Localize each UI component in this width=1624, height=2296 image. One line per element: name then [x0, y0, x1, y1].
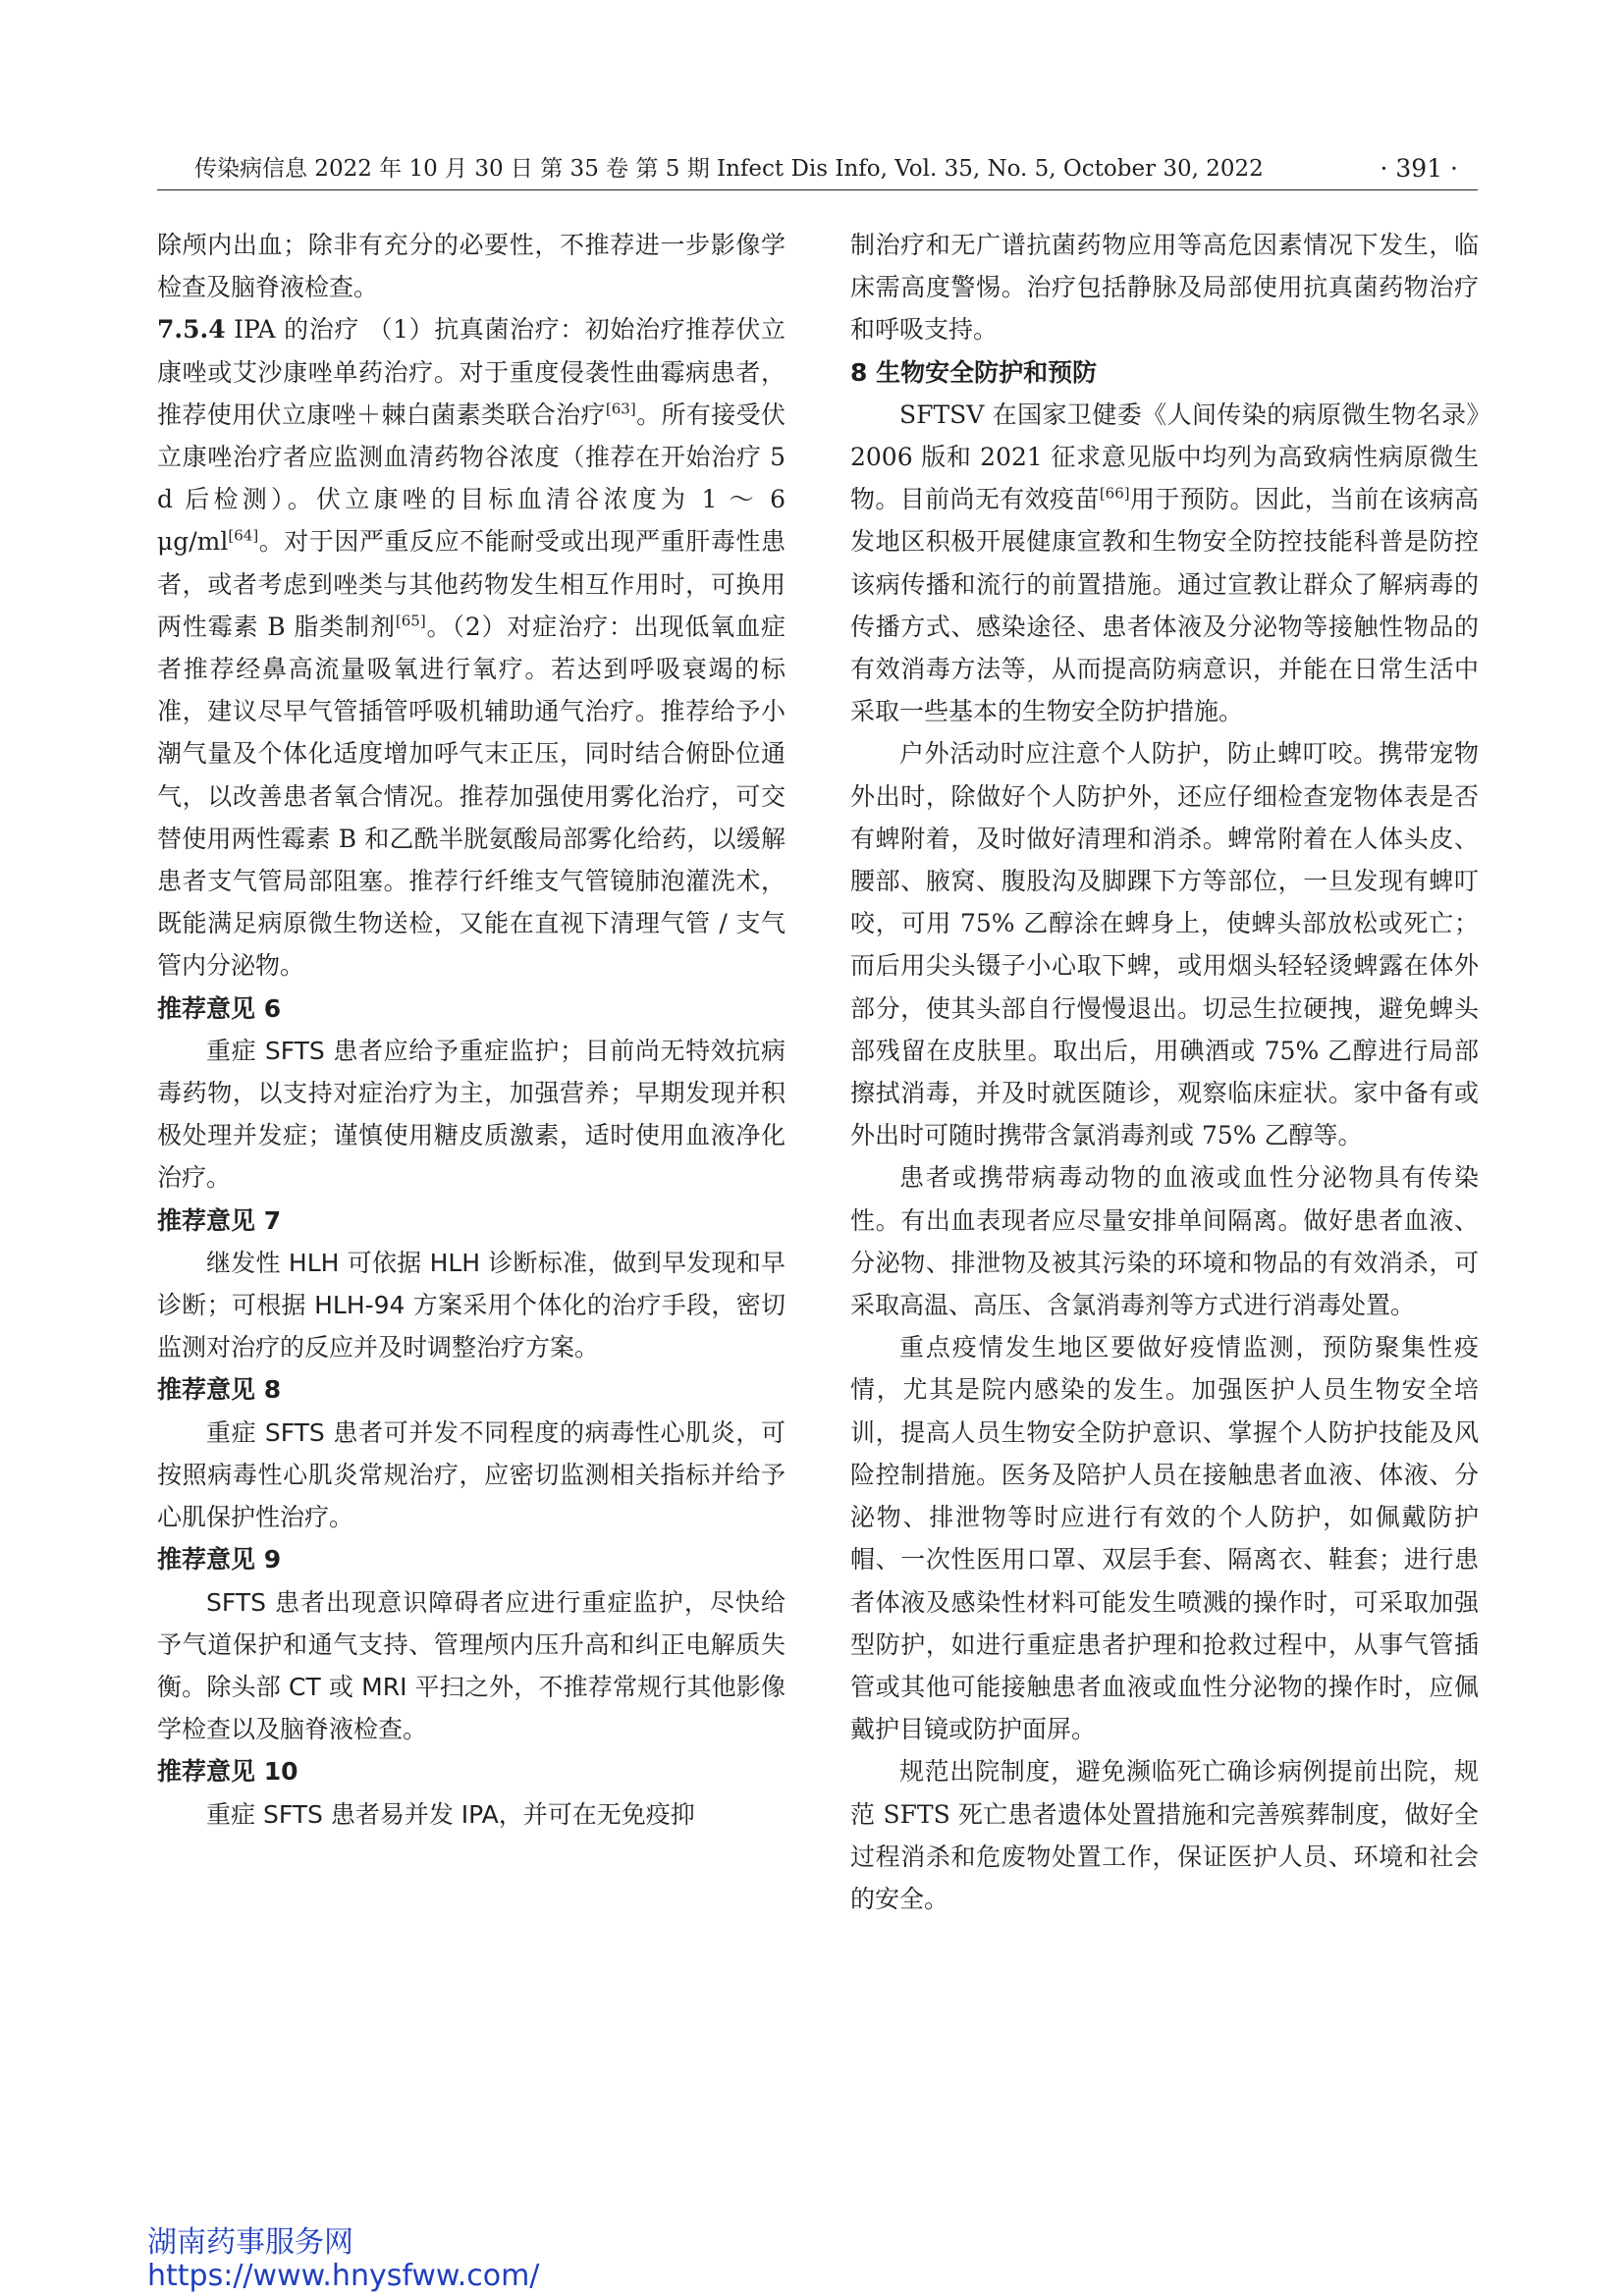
paragraph: 重点疫情发生地区要做好疫情监测，预防聚集性疫情，尤其是院内感染的发生。加强医护人员生物安全培训，提高人员生物安全防护意识、掌握个人防护技能及风险控制措施。医务及陪护人员在接触患者血液、体液、分泌物、排泄物等时应进行有效的个人防护，如佩戴防护帽、一次性医用口罩、双层手套、隔离衣、鞋套；进行患者体液及感染性材料可能发生喷溅的操作时，可采取加强型防护，如进行重症患者护理和抢救过程中，从事气管插管或其他可能接触患者血液或血性分泌物的操作时，应佩戴护目镜或防护面屏。	[850, 1333, 1479, 1744]
citation-66[interactable]: [66]	[1099, 484, 1130, 503]
paragraph: SFTSV 在国家卫健委《人间传染的病原微生物名录》2006 版和 2021 征求意见版中均列为高致病性病原微生物。目前尚无有效疫苗[66]用于预防。因此，当前在该病高发地区积极开展健康宣教和生物安全防控技能科普是防控该病传播和流行的前置措施。通过宣教让群众了解病毒的传播方式、感染途径、患者体液及分泌物等接触性物品的有效消毒方法等，从而提高防病意识，并能在日常生活中采取一些基本的生物安全防护措施。	[850, 400, 1479, 726]
recommendation-10-body: 重症 SFTS 患者易并发 IPA，并可在无免疫抑	[206, 1799, 695, 1829]
recommendation-9-title: 推荐意见 9	[157, 1545, 282, 1575]
running-header	[157, 147, 1478, 190]
citation-65[interactable]: [65]	[395, 612, 426, 630]
journal-line: 传染病信息 2022 年 10 月 30 日 第 35 卷 第 5 期 Infect Dis Info, Vol. 35, No. 5, October 30, 2022	[194, 156, 1264, 182]
recommendation-10-title: 推荐意见 10	[157, 1757, 298, 1787]
section-number: 7.5.4	[157, 315, 226, 345]
watermark	[147, 2226, 539, 2293]
recommendation-7-body: 继发性 HLH 可依据 HLH 诊断标准，做到早发现和早诊断；可根据 HLH-94 方案采用个体化的治疗手段，密切监测对治疗的反应并及时调整治疗方案。	[157, 1248, 785, 1362]
watermark-name: 湖南药事服务网	[147, 2225, 353, 2260]
recommendation-7-title: 推荐意见 7	[157, 1205, 282, 1235]
recommendation-8-body: 重症 SFTS 患者可并发不同程度的病毒性心肌炎，可按照病毒性心肌炎常规治疗，应密切监测相关指标并给予心肌保护性治疗。	[157, 1417, 785, 1532]
recommendation-9-body: SFTS 患者出现意识障碍者应进行重症监护，尽快给予气道保护和通气支持、管理颅内压升高和纠正电解质失衡。除头部 CT 或 MRI 平扫之外，不推荐常规行其他影像学检查以及脑脊液检查。	[157, 1587, 785, 1744]
recommendation-10-body-continued: 制治疗和无广谱抗菌药物应用等高危因素情况下发生，临床需高度警惕。治疗包括静脉及局部使用抗真菌药物治疗和呼吸支持。	[850, 231, 1479, 345]
right-column	[850, 224, 1479, 1920]
left-column	[157, 224, 785, 1836]
section-8-title: 8 生物安全防护和预防	[850, 357, 1098, 387]
paragraph: 户外活动时应注意个人防护，防止蜱叮咬。携带宠物外出时，除做好个人防护外，还应仔细检查宠物体表是否有蜱附着，及时做好清理和消杀。蜱常附着在人体头皮、腰部、腋窝、腹股沟及脚踝下方等部位，一旦发现有蜱叮咬，可用 75% 乙醇涂在蜱身上，使蜱头部放松或死亡；而后用尖头镊子小心取下蜱，或用烟头轻轻烫蜱露在体外部分，使其头部自行慢慢退出。切忌生拉硬拽，避免蜱头部残留在皮肤里。取出后，用碘酒或 75% 乙醇进行局部擦拭消毒，并及时就医随诊，观察临床症状。家中备有或外出时可随时携带含氯消毒剂或 75% 乙醇等。	[850, 739, 1479, 1150]
header-rule	[157, 189, 1478, 190]
recommendation-8-title: 推荐意见 8	[157, 1375, 282, 1405]
recommendation-6-body: 重症 SFTS 患者应给予重症监护；目前尚无特效抗病毒药物，以支持对症治疗为主，加强营养；早期发现并积极处理并发症；谨慎使用糖皮质激素，适时使用血液净化治疗。	[157, 1036, 785, 1193]
paragraph: 规范出院制度，避免濒临死亡确诊病例提前出院，规范 SFTS 死亡患者遗体处置措施和完善殡葬制度，做好全过程消杀和危废物处置工作，保证医护人员、环境和社会的安全。	[850, 1757, 1479, 1913]
watermark-url[interactable]: https://www.hnysfww.com/	[147, 2259, 540, 2293]
recommendation-6-title: 推荐意见 6	[157, 993, 282, 1023]
citation-64[interactable]: [64]	[228, 527, 259, 546]
section-7-5-4: 7.5.4 IPA 的治疗 （1）抗真菌治疗：初始治疗推荐伏立康唑或艾沙康唑单药治疗。对于重度侵袭性曲霉病患者，推荐使用伏立康唑＋棘白菌素类联合治疗[63]。所有接受伏立康唑治疗者应监测血清药物谷浓度（推荐在开始治疗 5 d 后检测）。伏立康唑的目标血清谷浓度为 1 ～ 6 μg/ml[64]。对于因严重反应不能耐受或出现严重肝毒性患者，或者考虑到唑类与其他药物发生相互作用时，可换用两性霉素 B 脂类制剂[65]。（2）对症治疗：出现低氧血症者推荐经鼻高流量吸氧进行氧疗。若达到呼吸衰竭的标准，建议尽早气管插管呼吸机辅助通气治疗。推荐给予小潮气量及个体化适度增加呼气末正压，同时结合俯卧位通气，以改善患者氧合情况。推荐加强使用雾化治疗，可交替使用两性霉素 B 和乙酰半胱氨酸局部雾化给药，以缓解患者支气管局部阻塞。推荐行纤维支气管镜肺泡灌洗术，既能满足病原微生物送检，又能在直视下清理气管 / 支气管内分泌物。	[157, 315, 785, 981]
paragraph: 患者或携带病毒动物的血液或血性分泌物具有传染性。有出血表现者应尽量安排单间隔离。做好患者血液、分泌物、排泄物及被其污染的环境和物品的有效消杀，可采取高温、高压、含氯消毒剂等方式进行消毒处置。	[850, 1163, 1479, 1320]
page-number: · 391 ·	[1380, 154, 1458, 183]
citation-63[interactable]: [63]	[605, 400, 636, 418]
paragraph: 除颅内出血；除非有充分的必要性，不推荐进一步影像学检查及脑脊液检查。	[157, 231, 785, 302]
